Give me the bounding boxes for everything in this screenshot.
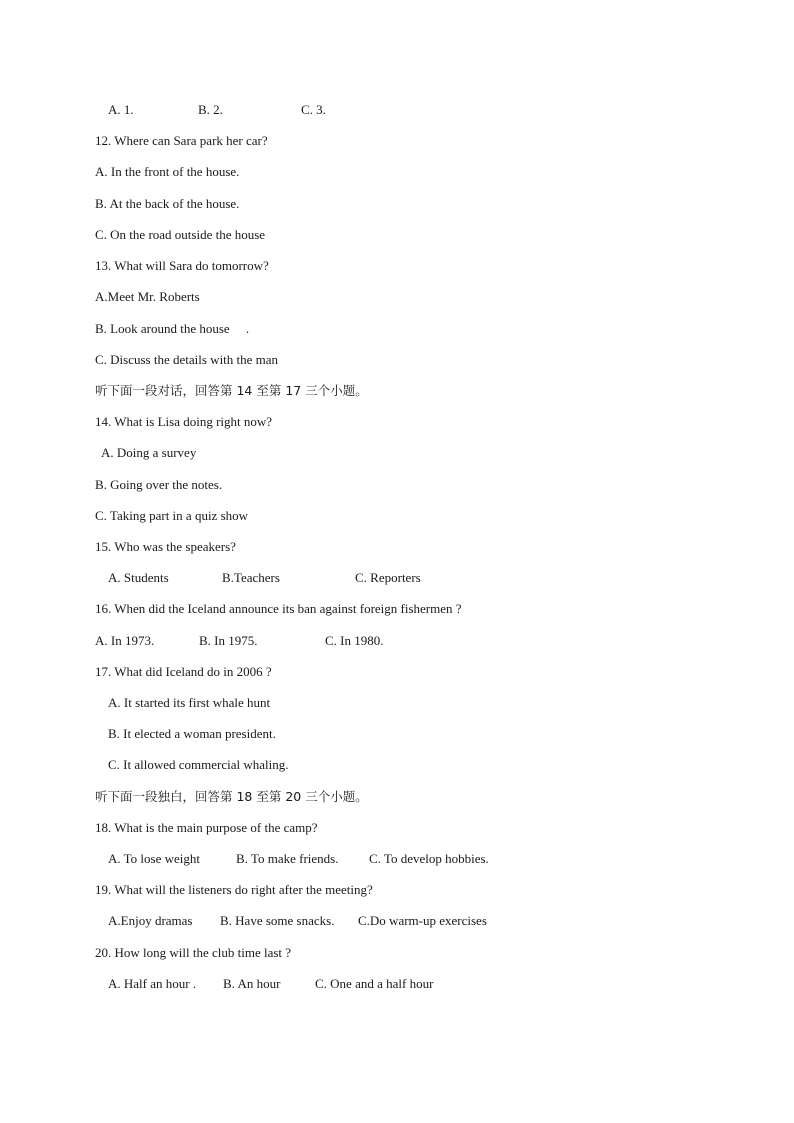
question-19: 19. What will the listeners do right after the meeting? [95, 882, 373, 897]
question-17: 17. What did Iceland do in 2006 ? [95, 664, 272, 679]
section-instruction-18-20: 听下面一段独白，回答第 18 至第 20 三个小题。 [95, 789, 368, 804]
option-c: C. One and a half hour [315, 976, 434, 991]
option-c: C. 3. [301, 102, 326, 117]
option-14-b: B. Going over the notes. [95, 477, 223, 492]
option-c: C. To develop hobbies. [369, 851, 489, 866]
option-17-a: A. It started its first whale hunt [108, 695, 271, 710]
option-b: B. 2. [198, 102, 223, 117]
option-12-c: C. On the road outside the house [95, 227, 266, 242]
option-14-c: C. Taking part in a quiz show [95, 508, 249, 523]
option-13-b: B. Look around the house . [95, 321, 250, 336]
question-20: 20. How long will the club time last ? [95, 945, 292, 960]
option-b: B.Teachers [222, 570, 280, 585]
question-14: 14. What is Lisa doing right now? [95, 414, 273, 429]
question-18: 18. What is the main purpose of the camp? [95, 820, 318, 835]
option-b: B. Have some snacks. [220, 913, 335, 928]
options-row-q19 [108, 911, 528, 931]
option-a: A. Students [108, 570, 169, 585]
option-a: A. 1. [108, 102, 134, 117]
question-15: 15. Who was the speakers? [95, 539, 236, 554]
option-b: B. An hour [223, 976, 281, 991]
question-12: 12. Where can Sara park her car? [95, 133, 268, 148]
option-a: A.Enjoy dramas [108, 913, 193, 928]
option-13-c: C. Discuss the details with the man [95, 352, 279, 367]
option-17-b: B. It elected a woman president. [108, 726, 276, 741]
options-row-q15 [108, 568, 508, 588]
section-instruction-14-17: 听下面一段对话，回答第 14 至第 17 三个小题。 [95, 383, 368, 398]
question-16: 16. When did the Iceland announce its ban against foreign fishermen ? [95, 601, 462, 616]
option-a: A. Half an hour . [108, 976, 197, 991]
options-row-q16 [95, 631, 495, 651]
option-b: B. In 1975. [199, 633, 258, 648]
option-12-b: B. At the back of the house. [95, 196, 240, 211]
question-13: 13. What will Sara do tomorrow? [95, 258, 269, 273]
option-c: C.Do warm-up exercises [358, 913, 487, 928]
options-row-q20 [108, 974, 508, 994]
options-row-q18 [108, 849, 528, 869]
option-17-c: C. It allowed commercial whaling. [108, 757, 289, 772]
option-14-a: A. Doing a survey [101, 445, 197, 460]
options-row-q11 [108, 100, 408, 120]
option-c: C. Reporters [355, 570, 421, 585]
option-b: B. To make friends. [236, 851, 339, 866]
option-a: A. In 1973. [95, 633, 155, 648]
option-13-a: A.Meet Mr. Roberts [95, 289, 200, 304]
option-a: A. To lose weight [108, 851, 201, 866]
option-12-a: A. In the front of the house. [95, 164, 240, 179]
option-c: C. In 1980. [325, 633, 384, 648]
